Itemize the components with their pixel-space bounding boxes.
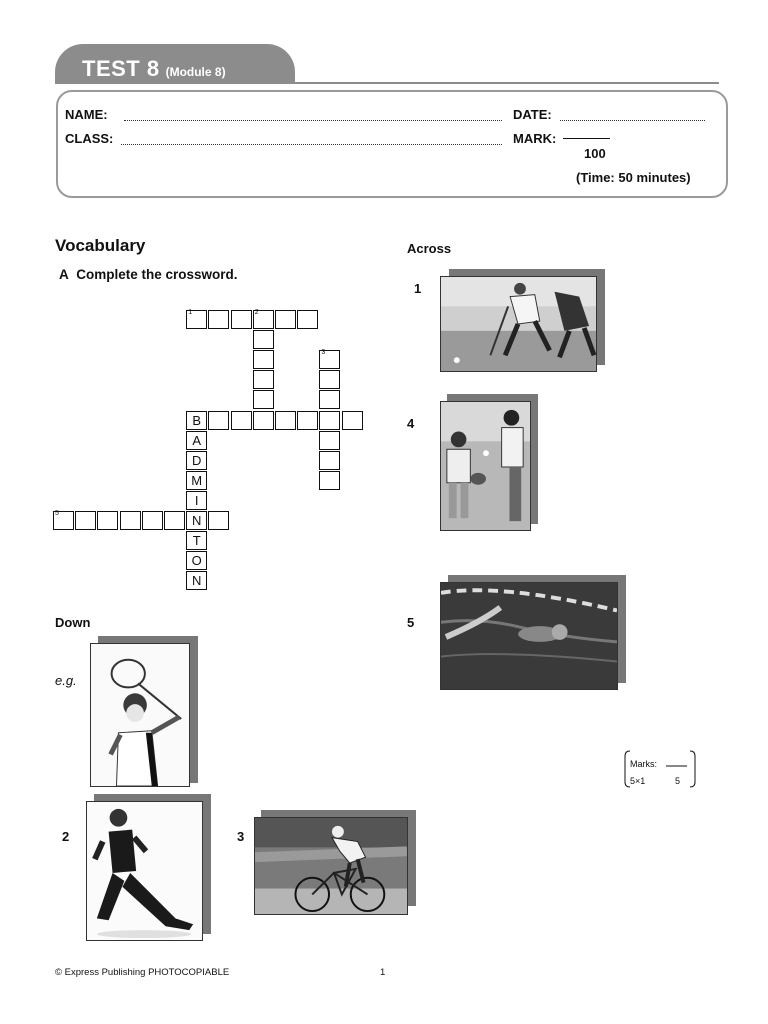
crossword-cell[interactable] (53, 511, 74, 530)
date-field[interactable] (560, 119, 705, 121)
mark-label: MARK: (513, 131, 557, 146)
crossword-cell[interactable] (253, 350, 274, 369)
crossword-answer-cell[interactable]: N (186, 571, 207, 590)
crossword-cell[interactable] (231, 310, 252, 329)
clue-number: 1 (188, 309, 193, 316)
task-letter: A (59, 267, 69, 282)
crossword-cell[interactable] (231, 411, 252, 430)
crossword-cell[interactable] (319, 370, 340, 389)
crossword-cell[interactable] (186, 310, 207, 329)
crossword-cell[interactable] (253, 411, 274, 430)
crossword-cell[interactable] (253, 330, 274, 349)
marks-label: Marks: (630, 759, 657, 769)
crossword-cell[interactable] (208, 411, 229, 430)
crossword-cell[interactable] (275, 411, 296, 430)
baseball-photo (440, 401, 531, 531)
clue-number: 2 (254, 309, 259, 316)
task-instruction (59, 267, 238, 282)
down-number-2: 2 (62, 829, 70, 844)
class-label: CLASS: (65, 131, 114, 146)
test-title-text: TEST 8 (82, 56, 160, 81)
karate-photo (86, 801, 203, 941)
task-text: Complete the crossword. (76, 267, 238, 282)
crossword-cell[interactable] (297, 411, 318, 430)
marks-box (624, 750, 696, 788)
section-title: Vocabulary (55, 236, 146, 255)
test-title (82, 56, 226, 82)
crossword-cell[interactable] (208, 310, 229, 329)
header-rule (55, 82, 719, 84)
across-number-1: 1 (414, 281, 422, 296)
clue-number: 5 (55, 510, 59, 517)
date-label: DATE: (513, 107, 552, 122)
module-label: (Module 8) (165, 65, 226, 79)
cycling-photo (254, 817, 408, 915)
footer-copyright: © Express Publishing PHOTOCOPIABLE (55, 967, 230, 978)
name-field[interactable] (124, 119, 502, 121)
crossword-cell[interactable] (319, 350, 340, 369)
crossword-cell[interactable] (164, 511, 185, 530)
crossword-cell[interactable] (342, 411, 363, 430)
crossword-answer-cell[interactable]: B (186, 411, 207, 430)
across-heading: Across (407, 241, 452, 256)
down-heading: Down (55, 615, 91, 630)
down-number-3: 3 (237, 829, 245, 844)
marks-total: 5 (675, 776, 681, 786)
crossword-answer-cell[interactable]: M (186, 471, 207, 490)
crossword-cell[interactable] (319, 471, 340, 490)
crossword-cell[interactable] (319, 411, 340, 430)
crossword-cell[interactable] (253, 310, 274, 329)
crossword-answer-cell[interactable]: I (186, 491, 207, 510)
crossword-cell[interactable] (319, 431, 340, 450)
crossword-answer-cell[interactable]: T (186, 531, 207, 550)
crossword-answer-cell[interactable]: O (186, 551, 207, 570)
across-number-4: 4 (407, 416, 415, 431)
crossword-cell[interactable] (120, 511, 141, 530)
crossword-cell[interactable] (208, 511, 229, 530)
across-number-5: 5 (407, 615, 415, 630)
crossword-cell[interactable] (97, 511, 118, 530)
marks-multiplier: 5×1 (630, 776, 646, 786)
crossword-cell[interactable] (75, 511, 96, 530)
swimming-photo (440, 582, 618, 690)
crossword-answer-cell[interactable]: A (186, 431, 207, 450)
mark-field[interactable] (563, 138, 610, 139)
crossword-cell[interactable] (142, 511, 163, 530)
crossword-answer-cell[interactable]: N (186, 511, 207, 530)
crossword-cell[interactable] (297, 310, 318, 329)
crossword-cell[interactable] (319, 451, 340, 470)
crossword-cell[interactable] (319, 390, 340, 409)
page-number: 1 (380, 967, 386, 978)
field-hockey-photo (440, 276, 597, 372)
clue-number: 3 (321, 349, 326, 357)
example-label: e.g. (55, 673, 77, 688)
mark-total: 100 (584, 146, 606, 161)
crossword-answer-cell[interactable]: D (186, 451, 207, 470)
crossword-cell[interactable] (253, 390, 274, 409)
time-note: (Time: 50 minutes) (576, 170, 691, 185)
class-field[interactable] (121, 143, 502, 145)
name-label: NAME: (65, 107, 108, 122)
badminton-photo (90, 643, 190, 787)
crossword-cell[interactable] (275, 310, 296, 329)
crossword-cell[interactable] (253, 370, 274, 389)
